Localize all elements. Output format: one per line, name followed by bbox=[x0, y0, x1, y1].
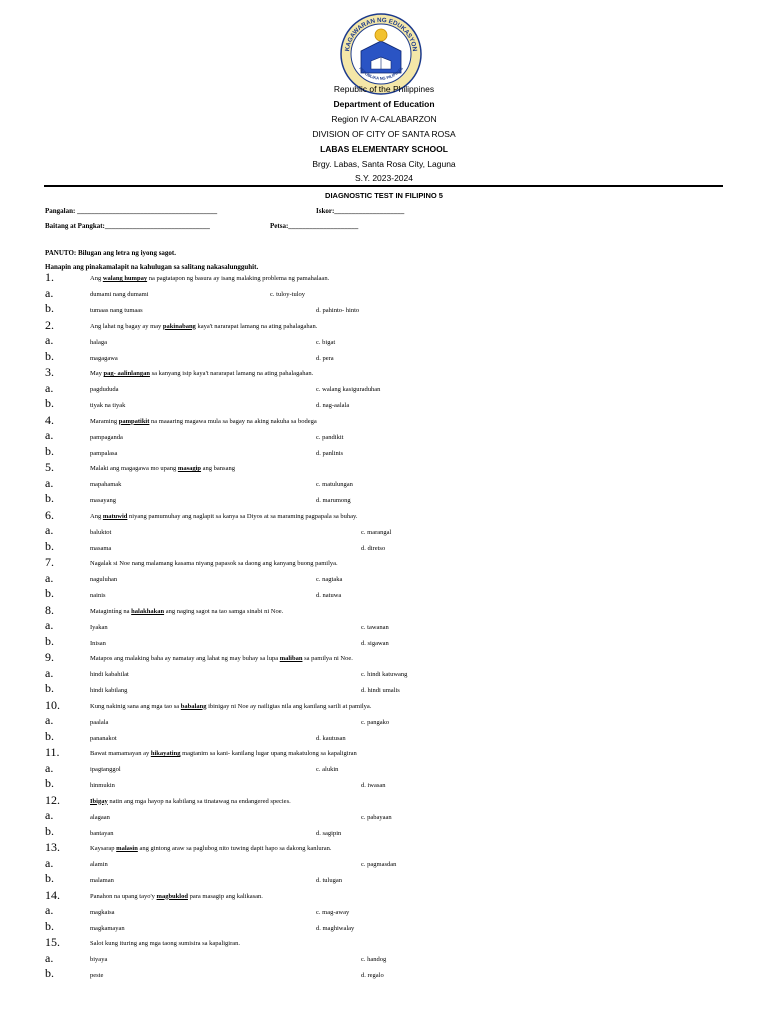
question-text-post: sa kanyang isip kaya't nararapat lamang na ating pahalagahan. bbox=[149, 370, 314, 377]
option-letter-b: b. bbox=[45, 823, 54, 838]
option-a[interactable]: pagdududa bbox=[90, 386, 119, 393]
question-text bbox=[90, 275, 329, 282]
option-letter-b: b. bbox=[45, 538, 54, 553]
option-d[interactable]: d. hindi umalis bbox=[361, 687, 400, 694]
option-c[interactable]: c. pandikit bbox=[316, 433, 344, 441]
option-c[interactable]: c. bigat bbox=[316, 338, 336, 346]
option-d[interactable]: d. diretso bbox=[361, 544, 386, 552]
option-b[interactable]: pananakot bbox=[90, 734, 117, 742]
seal-text: KAGAWARAN NG EDUKASYON bbox=[344, 16, 418, 52]
question-text-post: sa pamilya ni Noe. bbox=[302, 655, 353, 662]
question-text-pre: Matapos ang malaking baha ay namatay ang lahat ng may buhay sa lupa bbox=[90, 655, 280, 662]
option-b[interactable]: hindi kabilang bbox=[90, 687, 128, 694]
question-text-pre: May bbox=[90, 370, 104, 377]
question-text bbox=[90, 323, 317, 330]
option-letter-a: a. bbox=[45, 428, 54, 442]
option-b[interactable]: peste bbox=[90, 972, 104, 979]
option-d[interactable]: d. iwasan bbox=[361, 782, 386, 789]
question-number: 9. bbox=[45, 650, 54, 664]
option-b[interactable]: masama bbox=[90, 544, 112, 552]
option-c[interactable]: c. pagmasdan bbox=[361, 861, 397, 868]
question-text-pre: Salot kung ituring ang mga taong sumisira sa kapaligiran. bbox=[90, 940, 241, 947]
question-text bbox=[90, 608, 283, 615]
question-text-pre: Maraming bbox=[90, 417, 119, 425]
option-d[interactable]: d. nag-aalala bbox=[316, 402, 350, 409]
question-text-post: na pagtatapon ng basura ay isang malaking problema ng pamahalaan. bbox=[147, 275, 330, 282]
question-text-pre: Kaysarap bbox=[90, 845, 117, 852]
question-number: 2. bbox=[45, 317, 54, 332]
underlined-keyword: pampatikit bbox=[118, 417, 150, 425]
option-letter-a: a. bbox=[45, 903, 54, 917]
option-letter-a: a. bbox=[45, 665, 54, 680]
question-number: 7. bbox=[45, 555, 54, 569]
header-department: Department of Education bbox=[333, 99, 435, 109]
option-letter-b: b. bbox=[45, 396, 54, 410]
question-text-pre: Ang lahat ng bagay ay may bbox=[90, 322, 163, 330]
question-text-pre: Ang bbox=[90, 512, 103, 520]
question-text-pre: Matagintíng na bbox=[90, 607, 132, 615]
option-letter-b: b. bbox=[45, 633, 54, 648]
header-address: Brgy. Labas, Santa Rosa City, Laguna bbox=[312, 159, 456, 169]
option-c[interactable]: c. pabayaan bbox=[361, 813, 392, 821]
option-letter-a: a. bbox=[45, 950, 54, 965]
option-letter-a: a. bbox=[45, 285, 54, 300]
underlined-keyword: hikayating bbox=[150, 750, 181, 757]
question-text bbox=[90, 513, 357, 520]
question-number: 4. bbox=[45, 412, 54, 427]
option-b[interactable]: hinmukin bbox=[90, 782, 115, 789]
option-c[interactable]: c. nagtaka bbox=[316, 576, 343, 583]
option-d[interactable]: d. sagipin bbox=[316, 829, 342, 837]
question-text bbox=[90, 750, 357, 757]
option-letter-a: a. bbox=[45, 333, 54, 347]
option-letter-b: b. bbox=[45, 301, 54, 315]
option-c[interactable]: c. pangako bbox=[361, 718, 390, 726]
option-letter-a: a. bbox=[45, 380, 54, 395]
option-letter-b: b. bbox=[45, 348, 54, 363]
option-d[interactable]: d. maghiwalay bbox=[316, 924, 355, 932]
question-text-post: ang bansang bbox=[201, 465, 235, 472]
question-number: 10. bbox=[45, 697, 60, 712]
header-school-year: S.Y. 2023-2024 bbox=[355, 173, 413, 183]
underlined-keyword: walang humpay bbox=[102, 275, 148, 282]
option-c[interactable]: c. hindi katuwang bbox=[361, 671, 408, 678]
question-text bbox=[90, 940, 240, 947]
question-number: 8. bbox=[45, 602, 54, 617]
header-divider bbox=[44, 185, 723, 187]
option-d[interactable]: d. regalo bbox=[361, 972, 384, 979]
option-c[interactable]: c. tawanan bbox=[361, 623, 389, 631]
instruction-hanapin: Hanapin ang pinakamalapit na kahulugan sa salitang nakasalungguhit. bbox=[45, 263, 259, 271]
option-letter-a: a. bbox=[45, 808, 54, 822]
question-text-post: na maaaring magawa mula sa bagay na aking nakuha sa bodega bbox=[149, 417, 317, 425]
option-letter-b: b. bbox=[45, 776, 54, 790]
question-text-pre: Panahon na upang tayo'y bbox=[90, 892, 157, 900]
underlined-keyword: magbuklod bbox=[156, 892, 188, 900]
question-number: 5. bbox=[45, 460, 54, 474]
option-a[interactable]: naguluhan bbox=[90, 576, 118, 583]
score-field[interactable]: Iskor:____________________ bbox=[316, 207, 405, 215]
underlined-keyword: pag- aalinlangan bbox=[103, 370, 150, 377]
question-number: 14. bbox=[45, 887, 60, 902]
option-a[interactable]: mapahamak bbox=[90, 481, 122, 488]
option-a[interactable]: magkaisa bbox=[90, 908, 115, 916]
underlined-keyword: masagip bbox=[177, 465, 202, 472]
header-school: LABAS ELEMENTARY SCHOOL bbox=[320, 144, 448, 154]
underlined-keyword: malasin bbox=[116, 845, 138, 852]
option-a[interactable]: halaga bbox=[90, 338, 107, 346]
option-c[interactable]: c. alukin bbox=[316, 766, 339, 773]
option-letter-b: b. bbox=[45, 491, 54, 505]
question-text-post: ang naging sagot na tao samga sinabi ni Noe. bbox=[164, 607, 284, 615]
option-c[interactable]: c. marangal bbox=[361, 528, 392, 536]
question-text-pre: Nagalak si Noe nang malamang kasama niyang papasok sa daong ang kanyang buong pamilya. bbox=[90, 560, 338, 567]
question-text bbox=[90, 655, 353, 662]
question-text bbox=[90, 418, 317, 425]
option-b[interactable]: magagawa bbox=[90, 354, 118, 362]
instruction-panuto: PANUTO: Bilugan ang letra ng iyong sagot. bbox=[45, 249, 177, 257]
option-a[interactable]: Iyakan bbox=[90, 623, 108, 631]
question-text bbox=[90, 465, 235, 472]
header-republic: Republic of the Philippines bbox=[333, 84, 435, 94]
grade-section-field[interactable]: Baitang at Pangkat:______________________________ bbox=[45, 222, 210, 230]
header-region: Region IV A-CALABARZON bbox=[331, 114, 437, 124]
option-c[interactable]: c. tuloy-tuloy bbox=[270, 291, 306, 298]
option-letter-b: b. bbox=[45, 728, 54, 743]
test-title: DIAGNOSTIC TEST IN FILIPINO 5 bbox=[325, 191, 443, 200]
question-number: 11. bbox=[45, 745, 60, 759]
option-a[interactable]: paalala bbox=[90, 718, 109, 726]
underlined-keyword: babalang bbox=[180, 702, 207, 710]
option-a[interactable]: hindi kabahilat bbox=[90, 671, 129, 678]
option-b[interactable]: masayang bbox=[90, 497, 116, 504]
question-text bbox=[90, 560, 338, 567]
option-letter-a: a. bbox=[45, 523, 54, 537]
question-number: 3. bbox=[45, 365, 54, 379]
header-division: DIVISION OF CITY OF SANTA ROSA bbox=[312, 129, 456, 139]
option-a[interactable]: alamin bbox=[90, 861, 108, 868]
question-text-post: natin ang mga hayop na kabilang sa tinatawag na endangered species. bbox=[107, 797, 291, 805]
option-c[interactable]: c. handog bbox=[361, 956, 387, 963]
option-a[interactable]: pampaganda bbox=[90, 433, 123, 441]
option-b[interactable]: bantayan bbox=[90, 829, 114, 837]
question-text-post: niyang pamumuhay ang naglapit sa kanya sa Diyos at sa maraming pagpapala sa buhay. bbox=[127, 512, 358, 520]
option-c[interactable]: c. mag-away bbox=[316, 908, 350, 916]
deped-seal-icon bbox=[340, 13, 422, 95]
option-letter-b: b. bbox=[45, 681, 54, 695]
question-text-pre: Bawat mamamayan ay bbox=[90, 750, 151, 757]
question-number: 1. bbox=[45, 270, 54, 284]
option-a[interactable]: alagaan bbox=[90, 813, 110, 821]
option-b[interactable]: Inisan bbox=[90, 639, 106, 647]
option-letter-b: b. bbox=[45, 918, 54, 933]
question-text-post: kaya't nararapat lamang na ating pahalagahan. bbox=[195, 322, 318, 330]
underlined-keyword: halakhakan bbox=[131, 607, 165, 615]
question-number: 13. bbox=[45, 840, 60, 854]
underlined-keyword: maliban bbox=[279, 655, 303, 662]
option-d[interactable]: d. kautusan bbox=[316, 734, 346, 742]
option-letter-a: a. bbox=[45, 618, 54, 632]
underlined-keyword: matuwid bbox=[102, 512, 128, 520]
option-c[interactable]: c. matulungan bbox=[316, 481, 353, 488]
question-number: 6. bbox=[45, 507, 54, 522]
option-b[interactable]: magkamayan bbox=[90, 924, 125, 932]
option-letter-b: b. bbox=[45, 966, 54, 980]
question-text-post: ang gintong araw sa paglubog nito tuwing dapit hapo sa dakong kanluran. bbox=[137, 845, 332, 852]
option-letter-b: b. bbox=[45, 871, 54, 885]
name-field[interactable]: Pangalan: ________________________________________ bbox=[45, 207, 218, 215]
question-text bbox=[90, 893, 263, 900]
option-b[interactable]: malaman bbox=[90, 877, 114, 884]
option-b[interactable]: pampalasa bbox=[90, 449, 118, 457]
option-b[interactable]: nainis bbox=[90, 592, 106, 599]
option-letter-b: b. bbox=[45, 443, 54, 458]
option-d[interactable]: d. pahinto- hinto bbox=[316, 307, 360, 314]
option-a[interactable]: biyaya bbox=[90, 956, 108, 963]
question-text-post: ibinigay ni Noe ay nailigtas nila ang kanilang sarili at pamilya. bbox=[206, 702, 372, 710]
question-text bbox=[90, 798, 291, 805]
question-number: 15. bbox=[45, 935, 60, 949]
date-field[interactable]: Petsa:____________________ bbox=[270, 222, 359, 230]
option-d[interactable]: d. sigawan bbox=[361, 639, 389, 647]
option-a[interactable]: ipagtanggol bbox=[90, 766, 121, 773]
question-number: 12. bbox=[45, 792, 60, 807]
question-text bbox=[90, 370, 313, 377]
question-text-pre: Malaki ang magagawa mo upang bbox=[90, 465, 178, 472]
question-text bbox=[90, 703, 371, 710]
option-a[interactable]: dumami nang dumami bbox=[90, 291, 149, 298]
seal-subtext: REPUBLIKA NG PILIPINAS bbox=[358, 65, 404, 81]
underlined-keyword: pakinabang bbox=[162, 322, 196, 330]
option-d[interactable]: d. pera bbox=[316, 354, 334, 362]
question-text bbox=[90, 845, 332, 852]
option-letter-a: a. bbox=[45, 855, 54, 870]
option-d[interactable]: d. panlinis bbox=[316, 449, 344, 457]
question-text-pre: Kung nakinig sana ang mga tao sa bbox=[90, 702, 181, 710]
option-d[interactable]: d. tulugan bbox=[316, 877, 342, 884]
option-b[interactable]: tiyak na tiyak bbox=[90, 402, 126, 409]
option-letter-b: b. bbox=[45, 586, 54, 600]
question-text-post: magtanim sa kani- kanilang lugar upang makatulong sa kapaligiran bbox=[180, 750, 357, 757]
option-letter-a: a. bbox=[45, 760, 54, 775]
option-d[interactable]: d. marumong bbox=[316, 497, 351, 504]
option-d[interactable]: d. natuwa bbox=[316, 592, 342, 599]
option-c[interactable]: c. walang kasiguraduhan bbox=[316, 386, 381, 393]
question-text-pre: Ang bbox=[90, 275, 103, 282]
option-letter-a: a. bbox=[45, 475, 54, 490]
option-letter-a: a. bbox=[45, 713, 54, 727]
option-a[interactable]: baluktot bbox=[90, 528, 112, 536]
option-b[interactable]: tumaas nang tumaas bbox=[90, 307, 143, 314]
option-letter-a: a. bbox=[45, 570, 54, 585]
underlined-keyword: Ibigay bbox=[90, 797, 108, 805]
question-text-post: para masagip ang kalikasan. bbox=[187, 892, 263, 900]
